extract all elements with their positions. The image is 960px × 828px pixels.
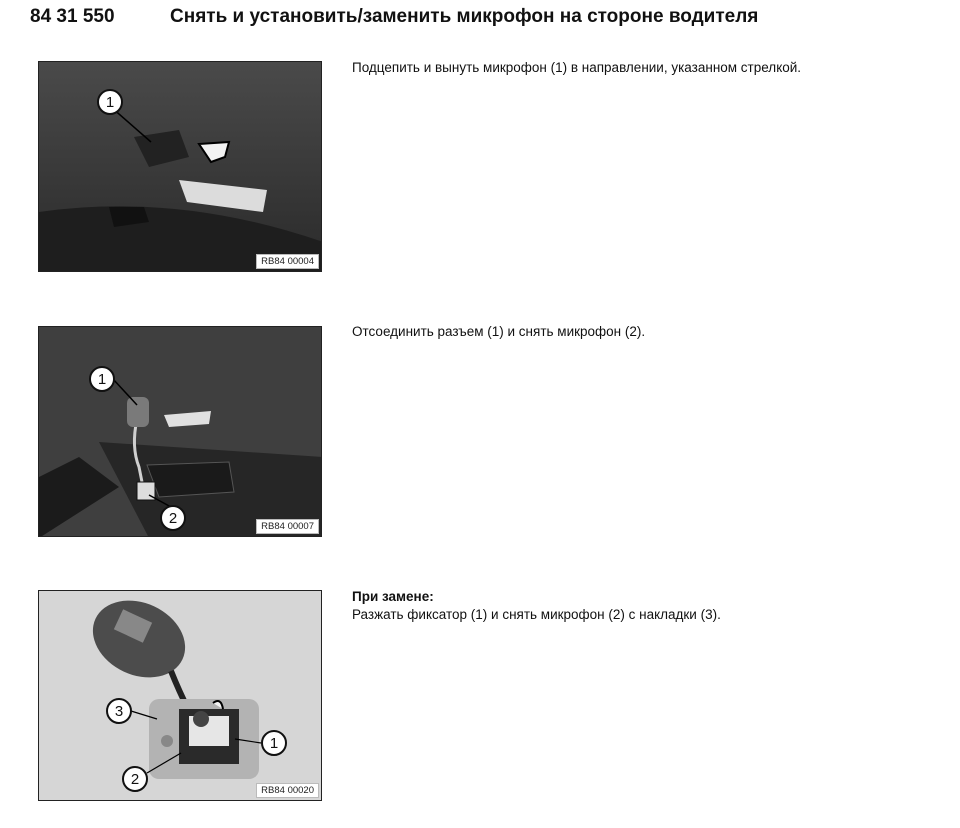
step-3-text: Разжать фиксатор (1) и снять микрофон (2) с накладки (3). (352, 607, 721, 622)
callout-1: 1 (97, 89, 123, 115)
step-3-text-block (352, 588, 721, 624)
callout-2: 2 (122, 766, 148, 792)
callout-1: 1 (261, 730, 287, 756)
headliner-photo-1 (39, 62, 322, 272)
headliner-photo-2 (39, 327, 322, 537)
step-3-heading: При замене: (352, 589, 434, 604)
callout-2: 2 (160, 505, 186, 531)
step-3-figure (38, 590, 322, 801)
callout-3: 3 (106, 698, 132, 724)
figure-label: RB84 00004 (256, 254, 319, 269)
figure-label: RB84 00007 (256, 519, 319, 534)
page-title: Снять и установить/заменить микрофон на стороне водителя (170, 6, 759, 27)
step-1-figure (38, 61, 322, 272)
microphone-photo (39, 591, 322, 801)
step-2-figure (38, 326, 322, 537)
callout-1: 1 (89, 366, 115, 392)
figure-label: RB84 00020 (256, 783, 319, 798)
page-header (30, 3, 758, 31)
step-1-text: Подцепить и вынуть микрофон (1) в направлении, указанном стрелкой. (352, 60, 802, 75)
step-2-text: Отсоединить разъем (1) и снять микрофон (2). (352, 324, 646, 339)
procedure-code: 84 31 550 (30, 6, 115, 27)
